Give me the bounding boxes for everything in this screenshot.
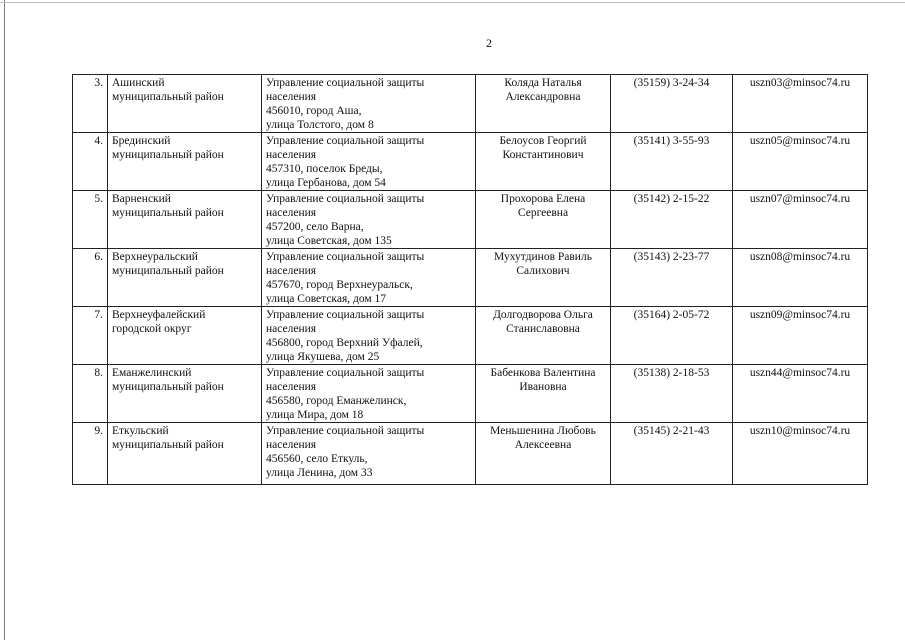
district-name: Верхнеуфалейский	[112, 309, 206, 321]
district-name: Верхнеуральский	[112, 251, 198, 263]
office-name: Управление социальной защиты	[266, 135, 425, 147]
head-patronymic: Салихович	[516, 265, 570, 277]
district-name: Брединский	[112, 135, 171, 147]
table-row	[73, 423, 868, 485]
email-cell: uszn10@minsoc74.ru	[733, 423, 868, 485]
head-name: Прохорова Елена	[500, 193, 586, 205]
office-street: улица Толстого, дом 8	[266, 119, 374, 131]
row-number: 4.	[73, 133, 108, 191]
district-type: муниципальный район	[112, 91, 224, 103]
district-type: городской округ	[112, 323, 192, 335]
head-name: Долгодворова Ольга	[493, 309, 593, 321]
head-cell	[476, 191, 611, 249]
office-street: улица Гербанова, дом 54	[266, 177, 386, 189]
head-name: Белоусов Георгий	[499, 135, 587, 147]
office-cell	[262, 75, 476, 133]
office-name: Управление социальной защиты	[266, 251, 425, 263]
office-street: улица Советская, дом 135	[266, 235, 392, 247]
head-patronymic: Алексеевна	[514, 439, 572, 451]
email-cell: uszn09@minsoc74.ru	[733, 307, 868, 365]
phone-cell: (35142) 2-15-22	[611, 191, 733, 249]
office-city: 457200, село Варна,	[266, 221, 364, 233]
office-name-cont: населения	[266, 323, 317, 335]
district-type: муниципальный район	[112, 207, 224, 219]
office-city: 456560, село Еткуль,	[266, 453, 368, 465]
office-street: улица Ленина, дом 33	[266, 467, 373, 479]
head-patronymic: Константинович	[502, 149, 584, 161]
head-cell	[476, 365, 611, 423]
office-city: 456010, город Аша,	[266, 105, 362, 117]
office-city: 456580, город Еманжелинск,	[266, 395, 407, 407]
office-cell	[262, 423, 476, 485]
head-cell	[476, 75, 611, 133]
head-name: Бабенкова Валентина	[490, 367, 596, 379]
office-street: улица Якушева, дом 25	[266, 351, 380, 363]
office-name: Управление социальной защиты	[266, 425, 425, 437]
head-patronymic: Станиславовна	[506, 323, 580, 335]
head-cell	[476, 249, 611, 307]
table-row	[73, 365, 868, 423]
office-cell	[262, 249, 476, 307]
phone-cell: (35164) 2-05-72	[611, 307, 733, 365]
district-type: муниципальный район	[112, 439, 224, 451]
office-name-cont: населения	[266, 265, 317, 277]
row-number: 5.	[73, 191, 108, 249]
district-type: муниципальный район	[112, 149, 224, 161]
table-row	[73, 307, 868, 365]
district-type: муниципальный район	[112, 265, 224, 277]
office-cell	[262, 191, 476, 249]
head-cell	[476, 307, 611, 365]
head-name: Меньшенина Любовь	[490, 425, 596, 437]
head-patronymic: Ивановна	[519, 381, 567, 393]
head-patronymic: Александровна	[505, 91, 581, 103]
office-name: Управление социальной защиты	[266, 193, 425, 205]
district-cell	[108, 249, 262, 307]
office-name-cont: населения	[266, 439, 317, 451]
office-name-cont: населения	[266, 381, 317, 393]
head-name: Коляда Наталья	[504, 77, 582, 89]
head-cell	[476, 133, 611, 191]
email-cell: uszn07@minsoc74.ru	[733, 191, 868, 249]
office-city: 457310, поселок Бреды,	[266, 163, 383, 175]
district-cell	[108, 75, 262, 133]
row-number: 3.	[73, 75, 108, 133]
district-cell	[108, 133, 262, 191]
head-cell	[476, 423, 611, 485]
office-name-cont: населения	[266, 91, 317, 103]
district-cell	[108, 307, 262, 365]
office-street: улица Мира, дом 18	[266, 409, 364, 421]
office-name: Управление социальной защиты	[266, 77, 425, 89]
office-name-cont: населения	[266, 207, 317, 219]
head-patronymic: Сергеевна	[517, 207, 569, 219]
office-cell	[262, 307, 476, 365]
district-cell	[108, 191, 262, 249]
district-cell	[108, 423, 262, 485]
district-name: Варненский	[112, 193, 171, 205]
office-city: 457670, город Верхнеуральск,	[266, 279, 413, 291]
district-type: муниципальный район	[112, 381, 224, 393]
row-number: 8.	[73, 365, 108, 423]
district-name: Ашинский	[112, 77, 165, 89]
social-protection-offices-table	[72, 74, 868, 485]
district-name: Еманжелинский	[112, 367, 192, 379]
office-street: улица Советская, дом 17	[266, 293, 387, 305]
scan-edge-top	[0, 2, 905, 3]
head-name: Мухутдинов Равиль	[494, 251, 592, 263]
office-cell	[262, 365, 476, 423]
office-name-cont: населения	[266, 149, 317, 161]
office-name: Управление социальной защиты	[266, 367, 425, 379]
row-number: 6.	[73, 249, 108, 307]
row-number: 7.	[73, 307, 108, 365]
table-row	[73, 133, 868, 191]
table-row	[73, 191, 868, 249]
email-cell: uszn44@minsoc74.ru	[733, 365, 868, 423]
phone-cell: (35143) 2-23-77	[611, 249, 733, 307]
email-cell: uszn05@minsoc74.ru	[733, 133, 868, 191]
phone-cell: (35141) 3-55-93	[611, 133, 733, 191]
email-cell: uszn08@minsoc74.ru	[733, 249, 868, 307]
table-row	[73, 249, 868, 307]
email-cell: uszn03@minsoc74.ru	[733, 75, 868, 133]
district-name: Еткульский	[112, 425, 169, 437]
phone-cell: (35138) 2-18-53	[611, 365, 733, 423]
page-number: 2	[486, 36, 492, 50]
phone-cell: (35145) 2-21-43	[611, 423, 733, 485]
row-number: 9.	[73, 423, 108, 485]
office-city: 456800, город Верхний Уфалей,	[266, 337, 423, 349]
phone-cell: (35159) 3-24-34	[611, 75, 733, 133]
scan-edge-left	[4, 0, 5, 640]
table-row	[73, 75, 868, 133]
office-cell	[262, 133, 476, 191]
district-cell	[108, 365, 262, 423]
office-name: Управление социальной защиты	[266, 309, 425, 321]
